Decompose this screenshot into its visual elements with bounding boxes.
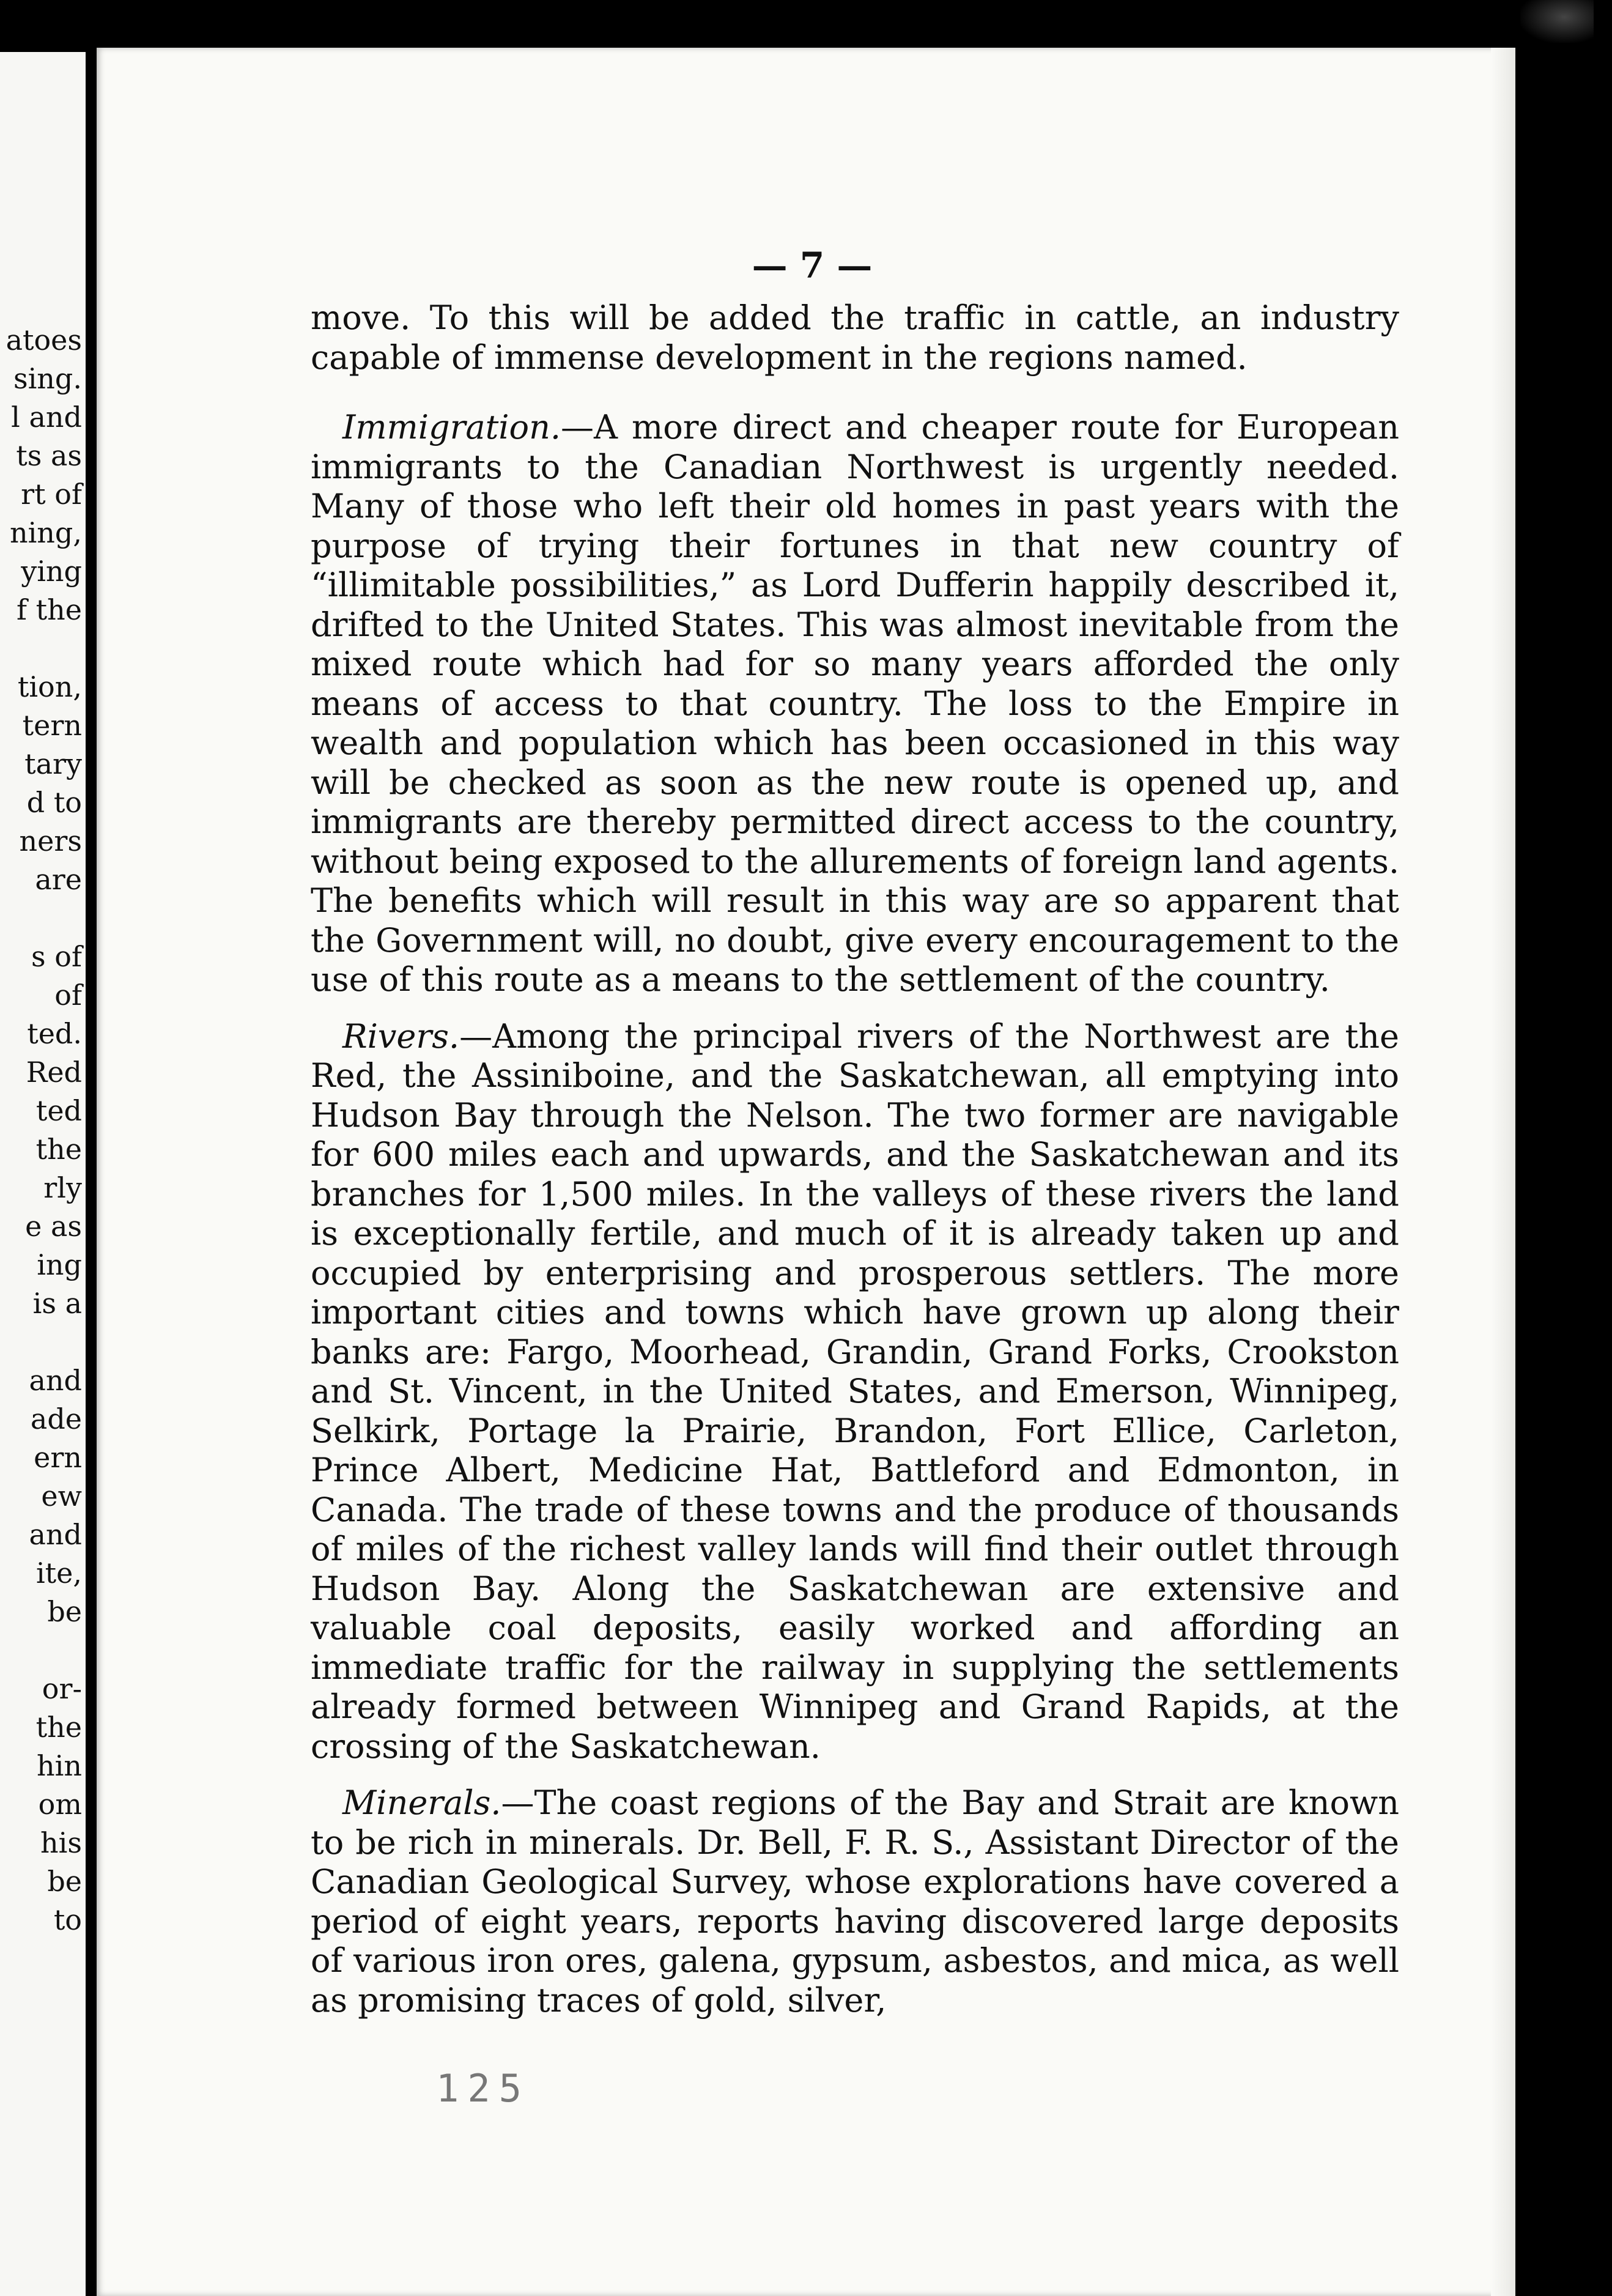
heading-immigration: Immigration. bbox=[342, 408, 561, 446]
book-page bbox=[97, 48, 1515, 2296]
paragraph-rivers bbox=[311, 1017, 1399, 1767]
page-body bbox=[311, 298, 1399, 2037]
scan-smudge bbox=[1520, 0, 1594, 43]
page-edge-shadow bbox=[1491, 48, 1515, 2296]
paragraph-immigration bbox=[311, 408, 1399, 1000]
paragraph-minerals bbox=[311, 1783, 1399, 2020]
left-page-text-fragments: atoes sing. l and ts as rt of ning, ying f the tion, tern tary d to ners are s of of ted. Red ted the rly e as ing is a and ade ern ew and ite, be or- the hin om his be to bbox=[6, 324, 82, 1936]
text-rivers: —Among the principal rivers of the Northwest are the Red, the Assiniboine, and the Saskatchewan, all emptying into Hudson Bay through the Nelson. The two former are navigable for 600 miles each and upwards, and the Saskatchewan and its branches for 1,500 miles. In the valleys of these rivers the land is exceptionally fertile, and much of it is already taken up and occupied by enterprising and prosperous settlers. The more important cities and towns which have grown up along their banks are: Fargo, Moorhead, Grandin, Grand Forks, Crookston and St. Vincent, in the United States, and Emerson, Winnipeg, Selkirk, Portage la Prairie, Brandon, Fort Ellice, Carleton, Prince Albert, Medicine Hat, Battleford and Edmonton, in Canada. The trade of these towns and the produce of thousands of miles of the richest valley lands will find their outlet through Hudson Bay. Along the Saskatchewan are extensive and valuable coal deposits, easily worked and affording an immediate traffic for the railway in supplying the settlements already formed between Winnipeg and Grand Rapids, at the crossing of the Saskatchewan. bbox=[311, 1017, 1399, 1766]
text-immigration: —A more direct and cheaper route for European immigrants to the Canadian Northwest is urgently needed. Many of those who left their old homes in past years with the purpose of trying their fortunes in that new country of “illimitable possibilities,” as Lord Dufferin happily described it, drifted to the United States. This was almost inevitable from the mixed route which had for so many years afforded the only means of access to that country. The loss to the Empire in wealth and population which has been occasioned in this way will be checked as soon as the new route is opened up, and immigrants are thereby permitted direct access to the country, without being exposed to the allurements of foreign land agents. The benefits which will result in this way are so apparent that the Government will, no doubt, give every encouragement to the use of this route as a means to the settlement of the country. bbox=[311, 408, 1399, 999]
text-minerals: —The coast regions of the Bay and Strait are known to be rich in minerals. Dr. Bell, F. R. S., Assistant Director of the Canadian Geological Survey, whose explorations have covered a period of eight years, reports having discovered large deposits of various iron ores, galena, gypsum, asbestos, and mica, as well as promising traces of gold, silver, bbox=[311, 1783, 1399, 2020]
page-number: — 7 — bbox=[752, 245, 873, 286]
heading-minerals: Minerals. bbox=[342, 1783, 501, 1822]
heading-rivers: Rivers. bbox=[342, 1017, 460, 1056]
left-page-sliver bbox=[0, 52, 86, 2296]
catalog-stamp: 125 bbox=[436, 2066, 530, 2111]
continuation-paragraph: move. To this will be added the traffic in cattle, an industry capable of immense development in the regions named. bbox=[311, 298, 1399, 377]
